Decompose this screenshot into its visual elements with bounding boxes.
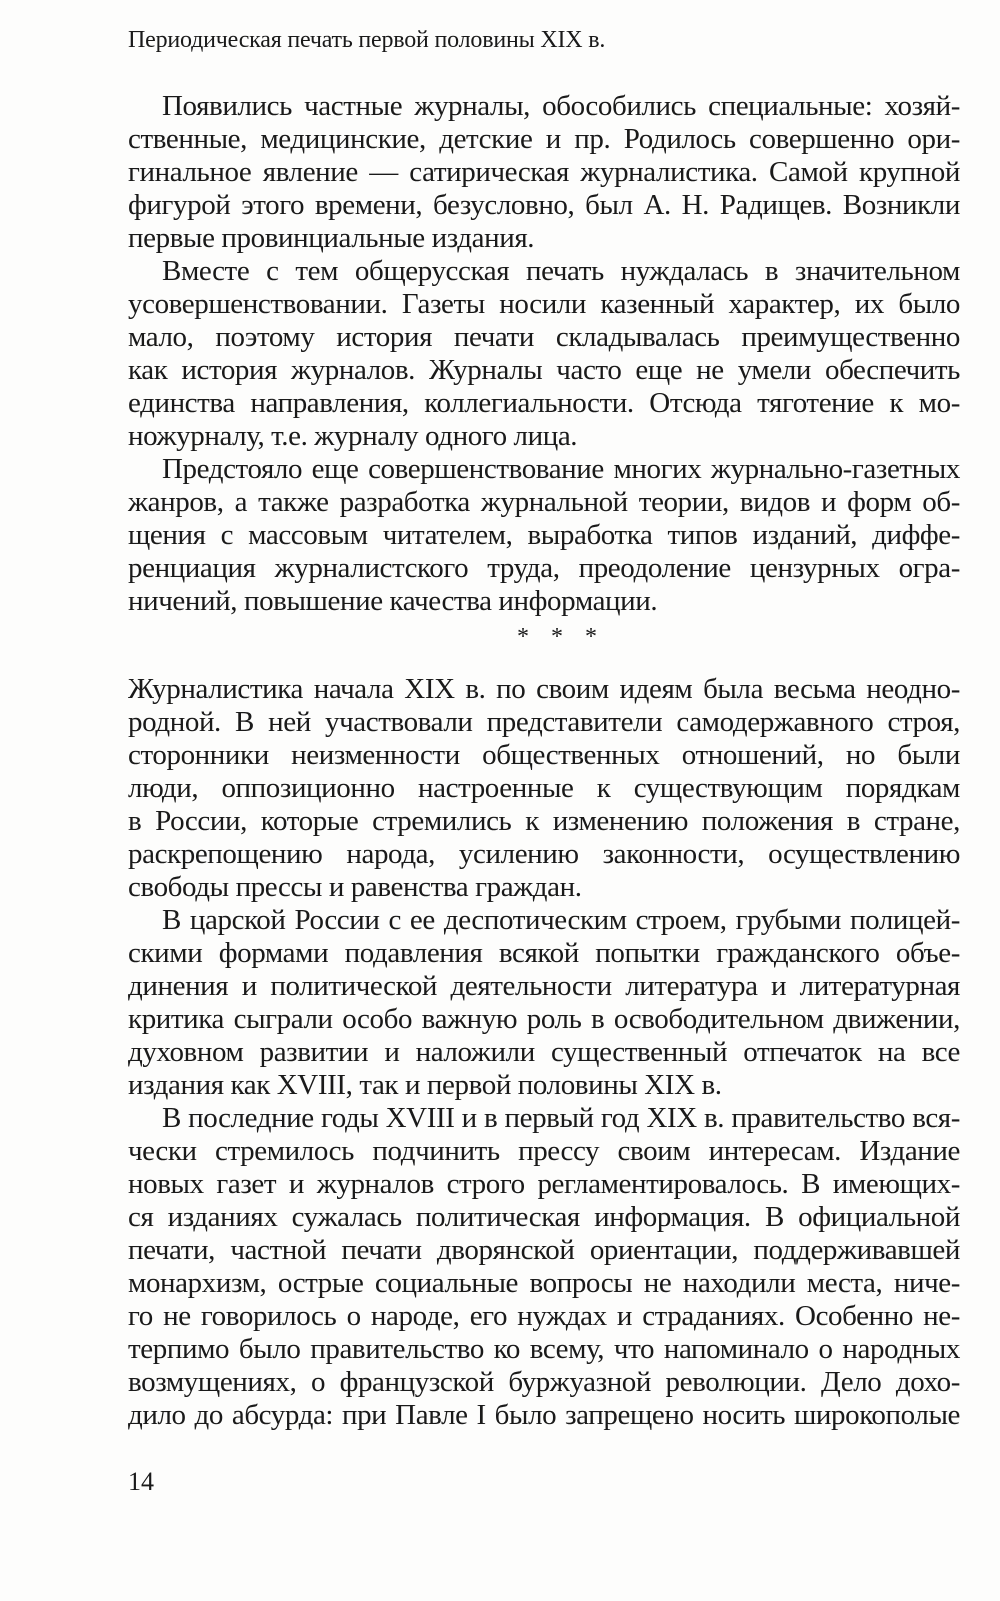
- paragraph: [128, 1102, 960, 1432]
- text-line: скими формами подавления всякой попытки гражданского объе-: [128, 937, 960, 969]
- text-line: сторонники неизменности общественных отношений, но были: [128, 739, 960, 771]
- body-text: [128, 90, 960, 1432]
- text-line: в России, которые стремились к изменению положения в стране,: [128, 805, 960, 837]
- text-line: чески стремилось подчинить прессу своим интересам. Издание: [128, 1135, 960, 1167]
- text-line: раскрепощению народа, усилению законности, осуществлению: [128, 838, 960, 870]
- running-title: Периодическая печать первой половины XIX в.: [128, 27, 606, 53]
- text-line: ничений, повышение качества информации.: [128, 585, 658, 617]
- text-line: возмущениях, о французской буржуазной революции. Дело дохо-: [128, 1366, 960, 1398]
- text-line: динения и политической деятельности литература и литературная: [128, 970, 960, 1002]
- text-line: первые провинциальные издания.: [128, 222, 535, 254]
- text-line: ренциация журналистского труда, преодоление цензурных огра-: [128, 552, 960, 584]
- section-separator: * * *: [517, 624, 605, 650]
- text-line: В последние годы XVIII и в первый год XIX в. правительство вся-: [162, 1102, 960, 1134]
- text-line: свободы прессы и равенства граждан.: [128, 871, 582, 903]
- text-line: мало, поэтому история печати складывалась преимущественно: [128, 321, 960, 353]
- text-line: гинальное явление — сатирическая журналистика. Самой крупной: [128, 156, 960, 188]
- text-line: люди, оппозиционно настроенные к существующим порядкам: [128, 772, 960, 804]
- text-line: новых газет и журналов строго регламентировалось. В имеющих-: [128, 1168, 960, 1200]
- paragraph: [128, 904, 960, 1102]
- text-line: жанров, а также разработка журнальной теории, видов и форм об-: [128, 486, 960, 518]
- text-line: монархизм, острые социальные вопросы не находили места, ниче-: [128, 1267, 960, 1299]
- text-line: усовершенствовании. Газеты носили казенный характер, их было: [128, 288, 960, 320]
- text-line: ся изданиях сужалась политическая информация. В официальной: [128, 1201, 960, 1233]
- paragraph: [128, 673, 960, 904]
- text-line: В царской России с ее деспотическим строем, грубыми полицей-: [162, 904, 960, 936]
- page-number: 14: [128, 1467, 154, 1496]
- text-line: дило до абсурда: при Павле I было запрещено носить широкополые: [128, 1399, 960, 1431]
- text-line: духовном развитии и наложили существенный отпечаток на все: [128, 1036, 960, 1068]
- paragraph: [128, 453, 960, 618]
- text-line: Журналистика начала XIX в. по своим идеям была весьма неодно-: [128, 673, 960, 705]
- text-line: терпимо было правительство ко всему, что напоминало о народных: [128, 1333, 960, 1365]
- text-line: Появились частные журналы, обособились специальные: хозяй-: [162, 90, 960, 122]
- text-line: го не говорилось о народе, его нуждах и страданиях. Особенно не-: [128, 1300, 960, 1332]
- text-line: ственные, медицинские, детские и пр. Родилось совершенно ори-: [128, 123, 960, 155]
- text-line: родной. В ней участвовали представители самодержавного строя,: [128, 706, 960, 738]
- text-line: фигурой этого времени, безусловно, был А. Н. Радищев. Возникли: [128, 189, 960, 221]
- text-line: Вместе с тем общерусская печать нуждалась в значительном: [162, 255, 960, 287]
- text-line: печати, частной печати дворянской ориентации, поддерживавшей: [128, 1234, 960, 1266]
- text-line: щения с массовым читателем, выработка типов изданий, диффе-: [128, 519, 960, 551]
- paragraph: [128, 90, 960, 255]
- text-line: единства направления, коллегиальности. Отсюда тяготение к мо-: [128, 387, 960, 419]
- paragraph: [128, 255, 960, 453]
- text-line: как история журналов. Журналы часто еще не умели обеспечить: [128, 354, 960, 386]
- text-line: издания как XVIII, так и первой половины XIX в.: [128, 1069, 722, 1101]
- text-line: Предстояло еще совершенствование многих журнально-газетных: [162, 453, 960, 485]
- text-line: ножурналу, т.е. журналу одного лица.: [128, 420, 578, 452]
- text-line: критика сыграли особо важную роль в освободительном движении,: [128, 1003, 960, 1035]
